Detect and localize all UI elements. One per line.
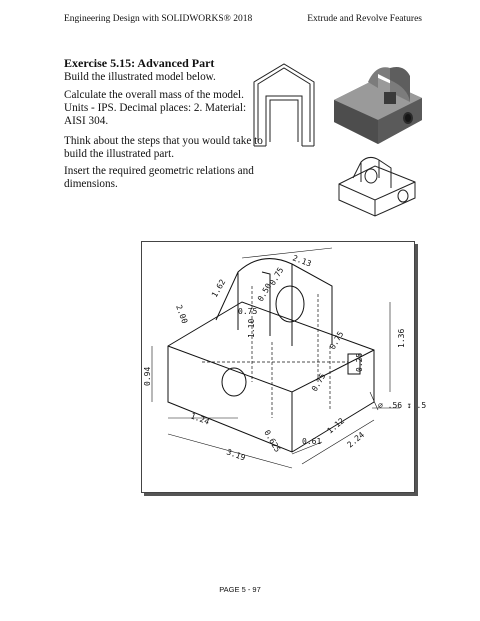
dimensioned-drawing [141,241,427,493]
dimension-label: 0.61 [302,437,322,446]
dimension-label: 3.19 [225,447,247,463]
dimension-label: 1.12 [325,416,347,436]
instruction-paragraph: Build the illustrated model below. [64,71,216,83]
instruction-paragraph: Calculate the overall mass of the model. Units - IPS. Decimal places: 2. Material: AISI 304. [64,89,247,127]
dimension-label: 1.10 [247,318,256,338]
dimension-label: 0.625 [262,428,283,454]
dimension-label: 0.75 [327,329,346,351]
dimension-label: 2.24 [345,430,367,450]
dimensioned-drawing-svg [142,242,427,492]
dimension-label: 0.75 [238,307,258,316]
instruction-paragraph: Think about the steps that you would take to build the illustrated part. [64,135,263,160]
running-header-right: Extrude and Revolve Features [307,14,422,24]
instruction-paragraph: Insert the required geometric relations and dimensions. [64,165,254,190]
dimension-label: 0.75 [267,265,286,287]
dimension-label: 2.00 [174,303,190,325]
dimension-label: 0.75 [309,371,328,393]
dimension-label: 2.13 [291,253,313,269]
dimension-label: 0.94 [143,366,152,386]
shaded-part-render [328,62,428,154]
dimension-label: ⌀ .56 ↧ .5 [378,401,427,410]
dimension-label: 1.36 [397,328,406,348]
page-number: PAGE 5 - 97 [219,585,261,594]
exercise-title: Exercise 5.15: Advanced Part [64,56,215,70]
running-header-left: Engineering Design with SOLIDWORKS® 2018 [64,14,253,24]
dimension-label: 0.25 [355,352,364,372]
dimension-label: 1.62 [209,277,228,299]
dimension-label: 0.50 [255,281,274,303]
wireframe-sketch [335,154,419,218]
front-view-sketch [250,62,320,148]
dimension-label: 1.24 [189,411,211,427]
